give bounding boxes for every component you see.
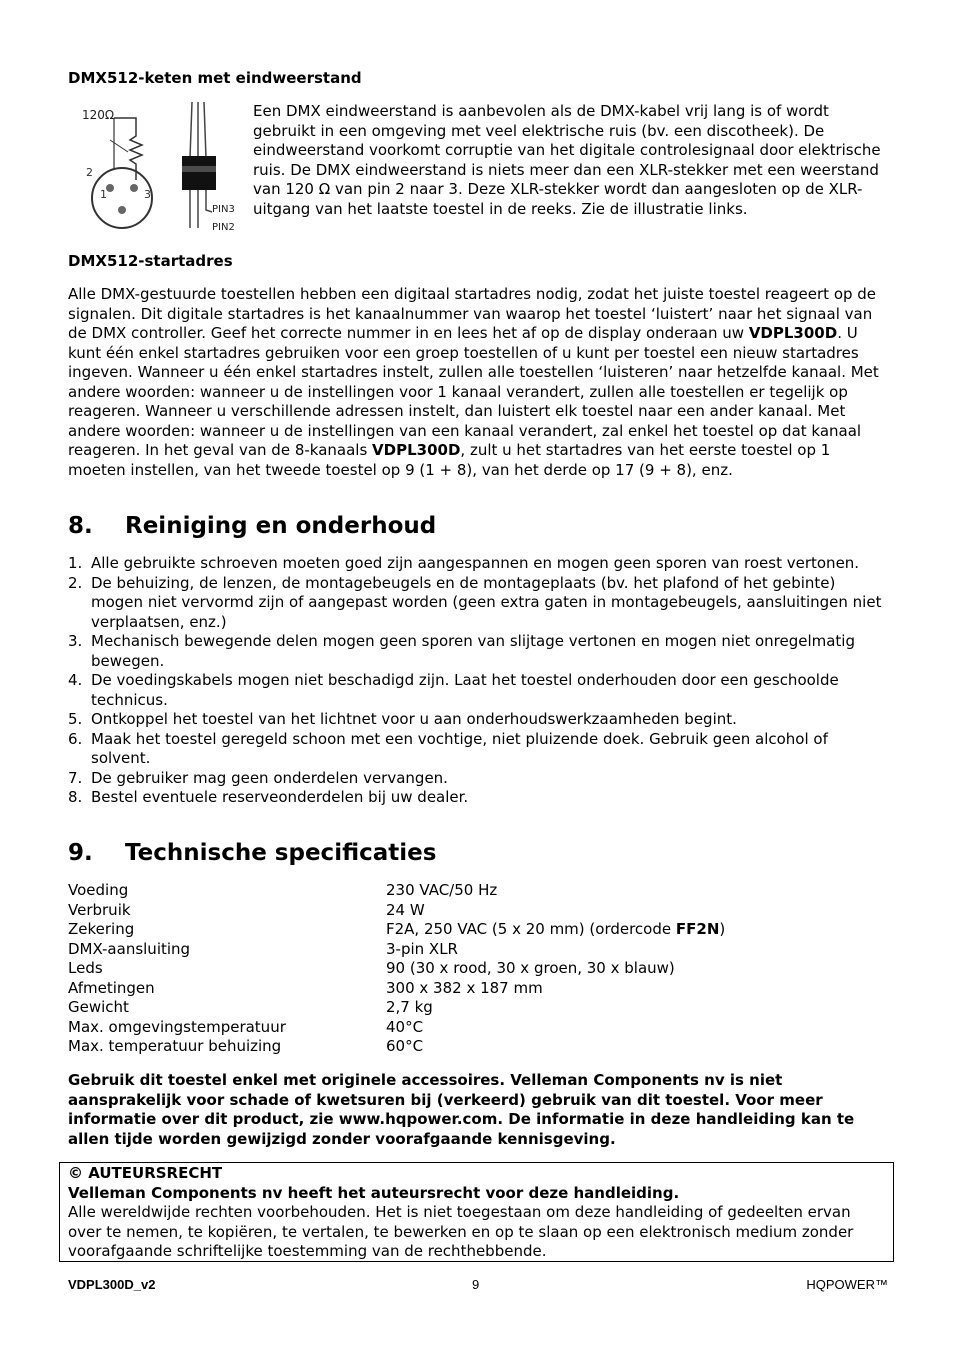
figure-pin-1: 1 (100, 188, 107, 201)
table-row: Voeding 230 VAC/50 Hz (68, 881, 498, 899)
dmx-start-text-2: . U kunt één enkel startadres gebruiken voor een groep toestellen of u kunt per toestel een nieuw startadres ingeven. Wanneer u één enkel startadres instelt, zullen alle toestellen ‘luisteren’ naar hetzelfde kanaal. Met andere woorden: wanneer u de instellingen voor 1 kanaal verandert, zullen alle toestellen er tegelijk op reageren. Wanneer u verschillende adressen instelt, dan luistert elk toestel naar een ander kanaal. Met andere woorden: wanneer u de instellingen van een kanaal verandert, zal enkel het toestel op dat kanaal reageren. In het geval van de 8-kanaals (68, 324, 879, 459)
list-item: 3. Mechanisch bewegende delen mogen geen sporen van slijtage vertonen en mogen niet onregelmatig bewegen. (68, 632, 855, 670)
section-number: 9. (68, 840, 93, 866)
section-number: 8. (68, 513, 93, 539)
copyright-text: Alle wereldwijde rechten voorbehouden. Het is niet toegestaan om deze handleiding of gedeelten ervan over te nemen, te kopiëren, te vertalen, te bewerken en op te slaan op een elektronisch medium zonder voorafgaande schriftelijke toestemming van de rechthebbende. (68, 1203, 854, 1260)
page-number: 9 (472, 1277, 480, 1292)
copyright-box (59, 1162, 894, 1262)
maintenance-list (68, 554, 888, 808)
list-item: 4. De voedingskabels mogen niet beschadigd zijn. Laat het toestel onderhouden door een geschoolde technicus. (68, 671, 839, 709)
table-row: Leds 90 (30 x rood, 30 x groen, 30 x blauw) (68, 959, 675, 977)
figure-label-pin2: PIN2 (212, 222, 235, 233)
list-item: 5. Ontkoppel het toestel van het lichtnet voor u aan onderhoudswerkzaamheden begint. (68, 710, 737, 728)
figure-pin-2: 2 (86, 166, 93, 179)
section-8-heading (68, 512, 436, 540)
list-item: 6. Maak het toestel geregeld schoon met een vochtige, niet pluizende doek. Gebruik geen alcohol of solvent. (68, 729, 828, 767)
list-item: 1. Alle gebruikte schroeven moeten goed zijn aangespannen en mogen geen sporen van roest vertonen. (68, 554, 860, 572)
copyright-subtitle: Velleman Components nv heeft het auteursrecht voor deze handleiding. (68, 1183, 680, 1202)
copyright-title: © AUTEURSRECHT (68, 1164, 223, 1182)
dmx-start-text-1: Alle DMX-gestuurde toestellen hebben een digitaal startadres nodig, zodat het juiste toestel reageert op de signalen. Dit digitale startadres is het kanaalnummer van waarop het toestel ‘luistert’ naar het signaal van de DMX controller. Geef het correcte nummer in en lees het af op de display onderaan uw (68, 285, 877, 342)
figure-label-pin3: PIN3 (212, 204, 235, 215)
dmx-start-paragraph (68, 285, 888, 480)
list-item: 8. Bestel eventuele reserveonderdelen bij uw dealer. (68, 788, 469, 806)
dmx-start-heading: DMX512-startadres (68, 252, 233, 270)
table-row: Afmetingen 300 x 382 x 187 mm (68, 978, 543, 997)
dmx-start-text-3: , zult u het startadres van het eerste toestel op 1 moeten instellen, van het tweede toestel op 9 (1 + 8), van het derde op 17 (9 + 8), enz. (68, 441, 831, 479)
table-row: Max. temperatuur behuizing 60°C (68, 1037, 424, 1055)
list-item: 7. De gebruiker mag geen onderdelen vervangen. (68, 768, 448, 787)
table-row: DMX-aansluiting 3-pin XLR (68, 939, 458, 958)
list-item: 2. De behuizing, de lenzen, de montagebeugels en de montageplaats (bv. het plafond of het gebinte) mogen niet vervormd zijn of aangepast worden (geen extra gaten in montagebeugels, aansluitingen niet verplaatsen, enz.) (68, 573, 882, 631)
dmx-chain-heading: DMX512-keten met eindweerstand (68, 69, 362, 87)
model-name: VDPL300D (372, 441, 461, 459)
footer-model: VDPL300D_v2 (68, 1277, 156, 1292)
figure-pin-3: 3 (144, 188, 151, 201)
section-title: Reiniging en onderhoud (125, 513, 437, 539)
figure-label-ohm: 120Ω (82, 108, 115, 122)
xlr-terminator-figure (70, 100, 242, 236)
footer-brand: HQPOWER™ (806, 1277, 888, 1292)
section-title: Technische specificaties (125, 840, 437, 866)
table-row: Zekering F2A, 250 VAC (5 x 20 mm) (ordercode FF2N) (68, 920, 726, 938)
specs-table (68, 881, 725, 1057)
table-row: Gewicht 2,7 kg (68, 998, 433, 1016)
dmx-chain-text: Een DMX eindweerstand is aanbevolen als de DMX-kabel vrij lang is of wordt gebruikt in een omgeving met veel elektrische ruis (bv. een discotheek). De eindweerstand voorkomt corruptie van het digitale controlesignaal door elektrische ruis. De DMX eindweerstand is niets meer dan een XLR-stekker met een weerstand van 120 Ω van pin 2 naar 3. Deze XLR-stekker wordt dan aangesloten op de XLR-uitgang van het laatste toestel in de reeks. Zie de illustratie links. (253, 102, 881, 218)
model-name: VDPL300D (748, 324, 838, 342)
table-row: Max. omgevingstemperatuur 40°C (68, 1017, 424, 1036)
section-9-heading (68, 839, 436, 867)
usage-notice: Gebruik dit toestel enkel met originele accessoires. Velleman Components nv is niet aansprakelijk voor schade of kwetsuren bij (verkeerd) gebruik van dit toestel. Voor meer informatie over dit product, zie www.hqpower.com. De informatie in deze handleiding kan te allen tijde worden gewijzigd zonder voorafgaande kennisgeving. (68, 1071, 855, 1148)
table-row: Verbruik 24 W (68, 900, 425, 919)
